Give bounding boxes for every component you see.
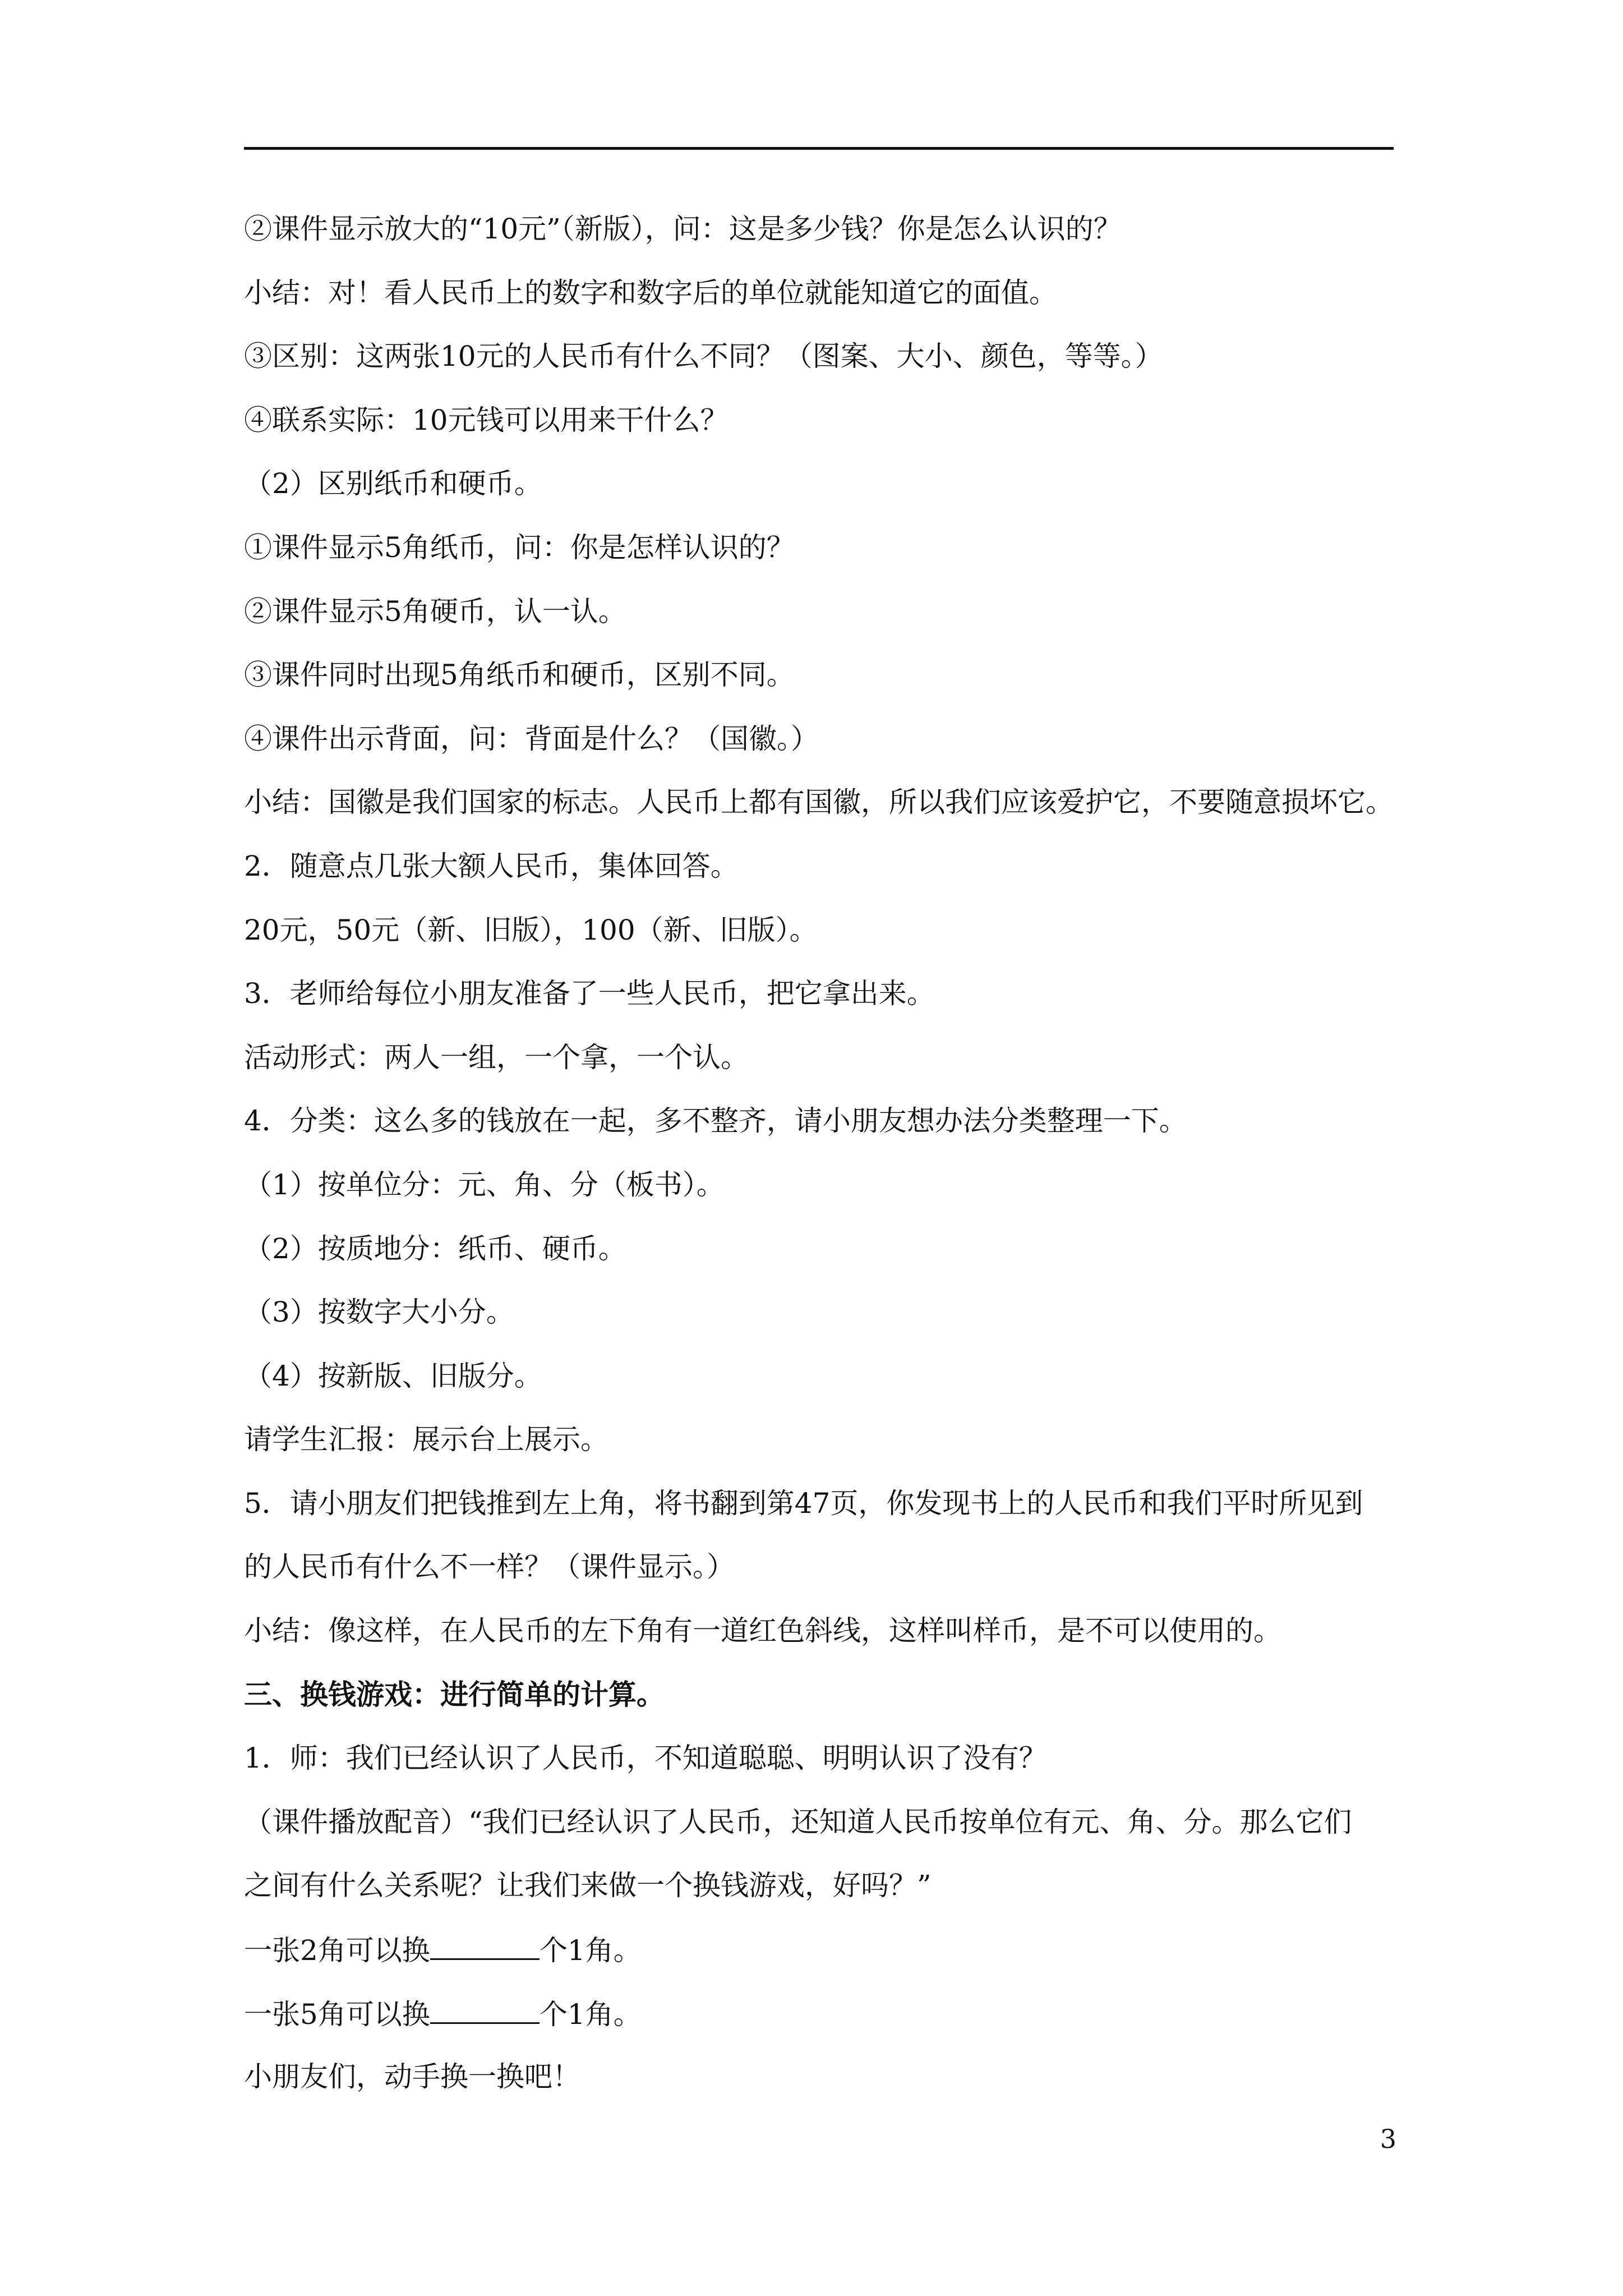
paragraph-line: 3．老师给每位小朋友准备了一些人民币，把它拿出来。 — [244, 977, 935, 1010]
exercise-suffix: 个1角。 — [539, 1934, 642, 1967]
exercise-prompt: 一张2角可以换 — [244, 1934, 430, 1967]
paragraph-line: （4）按新版、旧版分。 — [244, 1359, 542, 1392]
paragraph-line: （3）按数字大小分。 — [244, 1296, 514, 1329]
paragraph-line: ②课件显示放大的“10元”（新版），问：这是多少钱？你是怎么认识的？ — [244, 213, 1122, 245]
page-number: 3 — [1380, 2124, 1396, 2154]
answer-blank[interactable] — [430, 1927, 540, 1960]
exercise-line — [244, 1991, 1394, 2055]
paragraph-line: （2）按质地分：纸币、硬币。 — [244, 1232, 626, 1265]
answer-blank[interactable] — [430, 1991, 540, 2024]
paragraph-line: 20元，50元（新、旧版），100（新、旧版）。 — [244, 913, 818, 946]
paragraph-line: ③区别：这两张10元的人民币有什么不同？（图案、大小、颜色，等等。） — [244, 340, 1163, 373]
paragraph-line: （课件播放配音）“我们已经认识了人民币，还知道人民币按单位有元、角、分。那么它们 — [244, 1805, 1352, 1838]
paragraph-line: 5．请小朋友们把钱推到左上角，将书翻到第47页，你发现书上的人民币和我们平时所见到 — [244, 1487, 1363, 1520]
paragraph-line: 小结：对！看人民币上的数字和数字后的单位就能知道它的面值。 — [244, 276, 1057, 309]
paragraph-line: ②课件显示5角硬币，认一认。 — [244, 595, 626, 628]
closing-line: 小朋友们，动手换一换吧！ — [244, 2060, 580, 2093]
paragraph-line: 2．随意点几张大额人民币，集体回答。 — [244, 849, 739, 882]
paragraph-line: 请学生汇报：展示台上展示。 — [244, 1423, 608, 1456]
paragraph-line: 之间有什么关系呢？让我们来做一个换钱游戏，好吗？” — [244, 1869, 932, 1902]
paragraph-line: 的人民币有什么不一样？（课件显示。） — [244, 1550, 735, 1584]
paragraph-line: （2）区别纸币和硬币。 — [244, 467, 542, 500]
paragraph-line: （1）按单位分：元、角、分（板书）。 — [244, 1168, 725, 1201]
paragraph-line: 1．师：我们已经认识了人民币，不知道聪聪、明明认识了没有？ — [244, 1742, 1047, 1775]
header-rule — [244, 147, 1394, 150]
exercise-prompt: 一张5角可以换 — [244, 1998, 430, 2031]
section-heading: 三、换钱游戏：进行简单的计算。 — [244, 1677, 665, 1711]
paragraph-line: 小结：国徽是我们国家的标志。人民币上都有国徽，所以我们应该爱护它，不要随意损坏它。 — [244, 786, 1394, 819]
exercise-suffix: 个1角。 — [539, 1998, 642, 2031]
paragraph-line: ④课件出示背面，问：背面是什么？（国徽。） — [244, 722, 819, 755]
paragraph-line: ①课件显示5角纸币，问：你是怎样认识的？ — [244, 531, 795, 564]
paragraph-line: 4．分类：这么多的钱放在一起，多不整齐，请小朋友想办法分类整理一下。 — [244, 1105, 1187, 1138]
page-body — [244, 206, 1394, 2118]
exercise-line — [244, 1927, 1394, 1991]
paragraph-line: ④联系实际：10元钱可以用来干什么？ — [244, 403, 728, 436]
paragraph-line: ③课件同时出现5角纸币和硬币，区别不同。 — [244, 659, 795, 692]
paragraph-line: 小结：像这样，在人民币的左下角有一道红色斜线，这样叫样币，是不可以使用的。 — [244, 1614, 1281, 1648]
paragraph-line: 活动形式：两人一组，一个拿，一个认。 — [244, 1041, 749, 1074]
